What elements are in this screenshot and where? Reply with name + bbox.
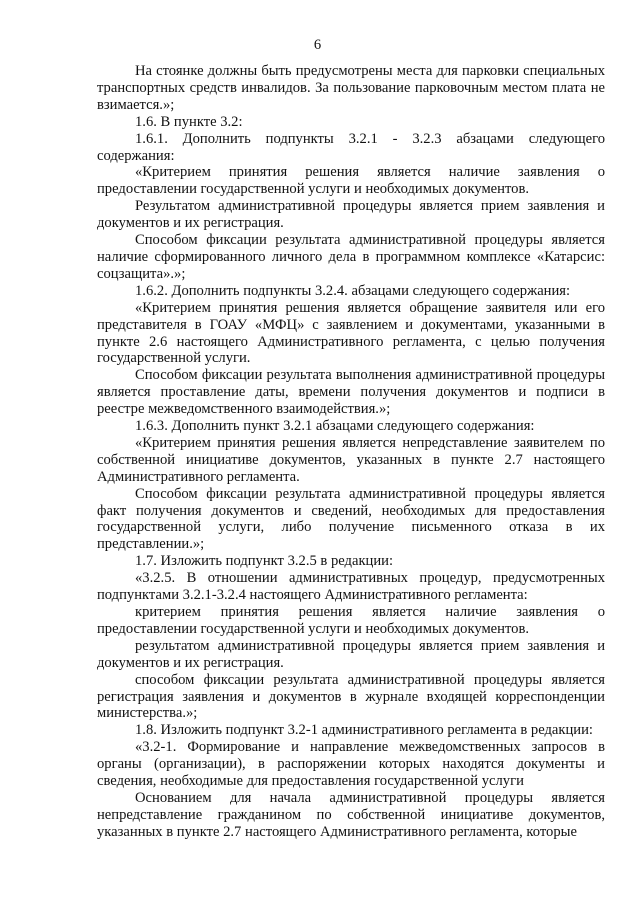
paragraph: 1.6.2. Дополнить подпункты 3.2.4. абзацами следующего содержания:	[135, 282, 571, 299]
paragraph: На стоянке должны быть предусмотрены места для парковки специальных транспортных средств инвалидов. За пользование парковочным местом плата не взимается.»;	[97, 63, 605, 113]
paragraph: результатом административной процедуры является прием заявления и документов и их регистрация.	[97, 637, 605, 671]
paragraph: 1.6.3. Дополнить пункт 3.2.1 абзацами следующего содержания:	[135, 418, 535, 435]
paragraph: 1.7. Изложить подпункт 3.2.5 в редакции:	[135, 553, 394, 570]
paragraph: критерием принятия решения является наличие заявления о предоставлении государственной услуги и необходимых документов.	[97, 604, 605, 637]
paragraph: «Критерием принятия решения является обращение заявителя или его представителя в ГОАУ «МФЦ» с заявлением и документами, указанными в пункте 2.6 настоящего Административного регламента, с целью получения государственной услуги.	[97, 299, 605, 367]
paragraph: «Критерием принятия решения является непредставление заявителем по собственной инициативе документов, указанных в пункте 2.7 настоящего Административного регламента.	[97, 434, 605, 485]
paragraph: Способом фиксации результата административной процедуры является факт получения документов и сведений, необходимых для предоставления государственной услуги, либо получение письменного отказа в их представлении.»;	[97, 485, 605, 553]
document-body	[97, 63, 605, 841]
paragraph: «3.2.5. В отношении административных процедур, предусмотренных подпунктами 3.2.1-3.2.4 настоящего Административного регламента:	[97, 570, 605, 604]
paragraph: Способом фиксации результата выполнения административной процедуры является проставление даты, времени получения документов и подписи в реестре межведомственного взаимодействия.»;	[97, 367, 605, 418]
paragraph: способом фиксации результата административной процедуры является регистрация заявления и документов в журнале входящей корреспонденции министерства.»;	[97, 671, 605, 722]
paragraph: «Критерием принятия решения является наличие заявления о предоставлении государственной услуги и необходимых документов.	[97, 164, 605, 198]
paragraph: Основанием для начала административной процедуры является непредставление гражданином по собственной инициативе документов, указанных в пункте 2.7 настоящего Административного регламента, которые	[97, 789, 605, 840]
paragraph: «3.2-1. Формирование и направление межведомственных запросов в органы (организации), в распоряжении которых находятся документы и сведения, необходимые для предоставления государственной услуги	[97, 739, 605, 790]
paragraph: Способом фиксации результата административной процедуры является наличие сформированного личного дела в программном комплексе «Катарсис: соцзащита».»;	[97, 232, 605, 282]
page-number: 6	[313, 37, 322, 53]
paragraph: 1.8. Изложить подпункт 3.2-1 административного регламента в редакции:	[135, 722, 593, 739]
paragraph: 1.6. В пункте 3.2:	[135, 113, 243, 130]
paragraph: Результатом административной процедуры является прием заявления и документов и их регистрация.	[97, 198, 605, 232]
paragraph: 1.6.1. Дополнить подпункты 3.2.1 - 3.2.3 абзацами следующего содержания:	[97, 130, 605, 164]
